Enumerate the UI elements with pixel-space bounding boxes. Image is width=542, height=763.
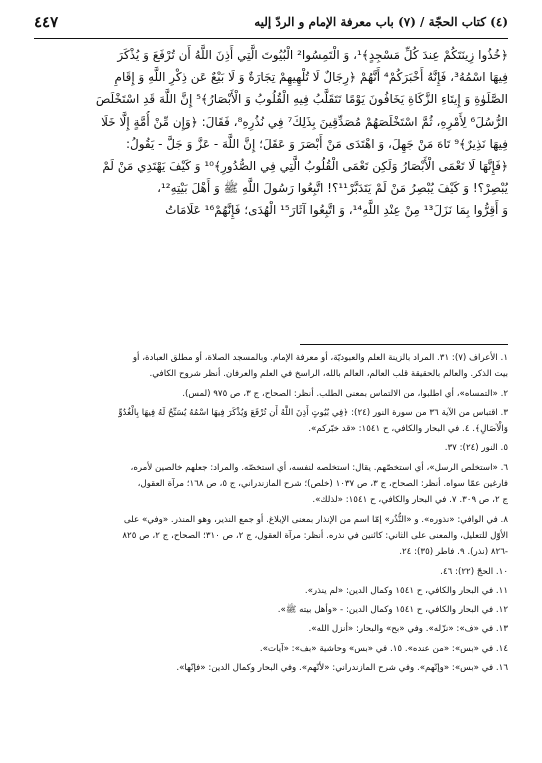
- footnote-line: ٣. اقتباس من الآية ٣٦ من سورة النور (٢٤): ﴿فِي بُيُوتٍ أَذِنَ اللَّهُ أَن تُرْفَعَ وَيُذْكَرَ فِيهَا اسْمُهُ يُسَبِّحُ لَهُ فِيهَا بِالْغُدُوِّ: [118, 407, 508, 418]
- footnote-line: ١٦. في «بس»: «وإنّهم». وفي شرح المازندراني: «لأنّهم». وفي البحار وكمال الدين: «فإنّها».: [176, 663, 508, 674]
- footnote-separator: [300, 344, 508, 345]
- footnote-line: بيت الذكر. والعالم بالحقيقة قلب العالم، العالم بالله، الراسخ في العلم والعرفان. أنظر شروح الكافي.: [149, 369, 508, 380]
- footnote-line: ٢. «التمساه»، أي اطلبوا، من الالتماس بمعنى الطلب. أنظر: الصحاح، ج ٣، ص ٩٧٥ (لمس).: [182, 388, 508, 399]
- footnote-line: ١٤. في «بس»: «من عنده». ١٥. في «بس» وحاشية «بف»: «آيات».: [259, 643, 508, 654]
- footnote-line: ١١. في البحار والكافي، ح ١٥٤١ وكمال الدين: «لم ينذر».: [304, 585, 508, 596]
- footnote-line: ج ٢، ص ٣٠٩. ٧. في البحار والكافي، ح ١٥٤١: «لذلك».: [312, 495, 508, 506]
- text-line: وَ أَقِرُّوا بِمَا نَزَلَ¹³ مِنْ عِنْدِ اللَّهِ¹⁴، وَ اتَّبِعُوا آثَارَ¹⁵ الْهُدَى؛ فَإِنَّهُمْ¹⁶ عَلَامَاتُ: [165, 203, 508, 218]
- footnote-line: ١٢. في البحار والكافي، ح ١٥٤١ وكمال الدين: - «وأهل بيته ﷺ».: [277, 605, 508, 616]
- footnote-line: ٨. في الوافي: «نذوره». و «النُّذُر» إمّا اسم من الإنذار بمعنى الإبلاغ. أو جمع النذير، وهو المنذر. «وفي» على: [123, 514, 508, 525]
- footnote-line: ٦. «استخلص الرسل»، أي استخصّهم. يقال: استخلصه لنفسه، أي استخصّه. والمراد: جعلهم خالصين لأمره،: [130, 462, 508, 473]
- page-header: [34, 10, 508, 34]
- text-line: يُبْصِرْ؟! وَ كَيْفَ يُبْصِرُ مَنْ لَمْ يَتَدَبَّرْ¹¹؟! اتَّبِعُوا رَسُولَ اللَّهِ ﷺ وَ أَهْلَ بَيْتِهِ¹²،: [157, 181, 508, 196]
- footnote-line: ٥. النور (٢٤): ٣٧.: [444, 443, 508, 454]
- footnote-line: وَالْآصَالِ﴾. ٤. في البحار والكافي، ح ١٥٤١: «قد خبّركم».: [308, 424, 508, 435]
- text-line: الرُّسُلَ⁶ لِأَمْرِهِ، ثُمَّ اسْتَخْلَصَهُمْ مُصَدِّقِينَ بِذَلِكَ⁷ فِي نُذُرِهِ⁸، فَقَالَ: ﴿وَإِن مِّنْ أُمَّةٍ إِلَّا خَلَا: [101, 114, 508, 129]
- footnote-line: ١٠. الحجّ (٢٢): ٤٦.: [440, 566, 508, 577]
- text-line: ﴿فَإِنَّهَا لَا تَعْمَى الْأَبْصَارُ وَلَكِن تَعْمَى الْقُلُوبُ الَّتِي فِي الصُّدُورِ﴾¹⁰ وَ كَيْفَ يَهْتَدِي مَنْ لَمْ: [102, 158, 508, 173]
- footnote-line: ١. الأعراف (٧): ٣١. المراد بالزينة العلم والعبوديّة، أو معرفة الإمام. وبالمسجد الصلاة، أو مطلق العبادة، أو: [132, 353, 508, 363]
- text-line: فِيهَا نَذِيرٌ﴾⁹ تَاهَ مَنْ جَهِلَ، وَ اهْتَدَى مَنْ أَبْصَرَ وَ عَقَلَ؛ إِنَّ اللَّهَ - عَزَّ وَ جَلَّ - يَقُولُ:: [125, 136, 508, 151]
- text-line: ﴿خُذُوا زِينَتَكُمْ عِندَ كُلِّ مَسْجِدٍ﴾¹، وَ الْتَمِسُوا² الْبُيُوتَ الَّتِي أَذِنَ اللَّهُ أَن تُرْفَعَ وَ يُذْكَرَ: [117, 48, 508, 62]
- running-head: (٤) كتاب الحجّة / (٧) باب معرفة الإمام و الردّ إليه: [254, 15, 508, 29]
- footnote-line: فارغين عمّا سواه. أنظر: الصحاح، ج ٣، ص ١٠٣٧ (خلص)؛ شرح المازندراني، ج ٥، ص ١٦٨؛ مرآة العقول،: [137, 479, 508, 490]
- footnote-line: -٨٢٦ (نذر). ٩. فاطر (٣٥): ٢٤.: [399, 547, 508, 558]
- footnote-line: ١٣. في «ف»: «نزّله». وفي «بح» والبحار: «أنزل الله».: [308, 624, 508, 635]
- main-text: [34, 44, 508, 222]
- header-rule: [34, 38, 508, 39]
- footnote-line: الأوّل للتعليل، والمعنى على الثاني: كائنين في نذره. أنظر: مرآة العقول، ج ٢، ص ٣١٠؛ الصحاح، ج ٢، ص ٨٢٥: [122, 530, 508, 541]
- footnotes: [34, 350, 508, 676]
- page-number: ٤٤٧: [34, 13, 59, 31]
- text-line: فِيهَا اسْمُهُ³، فَإِنَّهُ أَخْبَرَكُمْ⁴ أَنَّهُمْ ﴿رِجَالٌ لَا تُلْهِيهِمْ تِجَارَةٌ وَ لَا بَيْعٌ عَن ذِكْرِ اللَّهِ وَ إِقَامِ: [114, 70, 508, 85]
- text-line: الصَّلَوٰةِ وَ إِيتَاءِ الزَّكَاةِ يَخَافُونَ يَوْمًا تَتَقَلَّبُ فِيهِ الْقُلُوبُ وَ الْأَبْصَارُ﴾⁵ إِنَّ اللَّهَ قَدِ اسْتَخْلَصَ: [95, 92, 508, 107]
